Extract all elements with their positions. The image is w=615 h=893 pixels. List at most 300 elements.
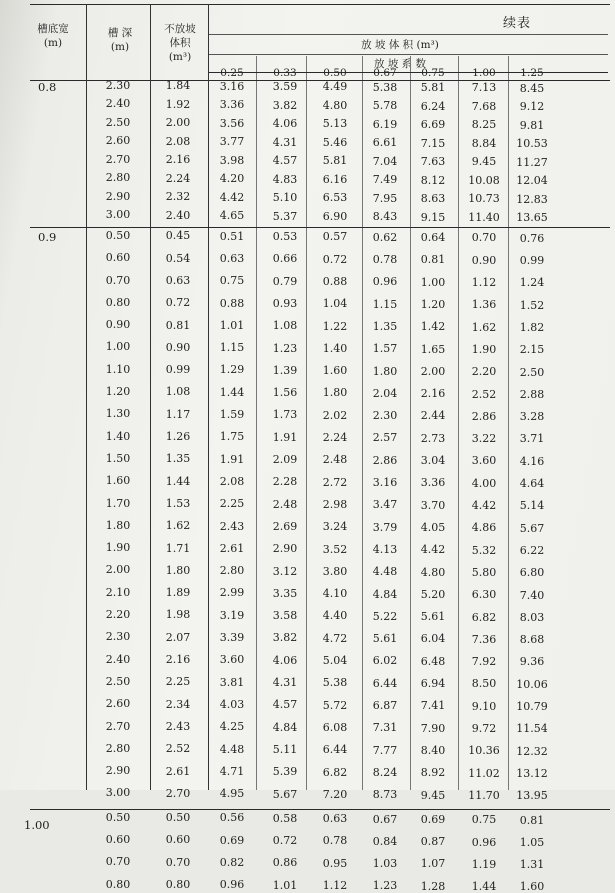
no-slope-volume-cell: 0.70 — [165, 855, 191, 869]
no-slope-volume-cell: 2.32 — [165, 190, 191, 204]
slope-volume-cell: 2.43 — [219, 519, 245, 533]
slope-volume-cell: 7.31 — [372, 721, 398, 735]
no-slope-volume-cell: 0.54 — [165, 251, 191, 265]
slope-volume-cell: 4.06 — [272, 117, 298, 130]
slope-volume-cell: 12.32 — [516, 744, 548, 758]
slope-volume-cell: 7.63 — [420, 155, 446, 169]
depth-cell: 0.80 — [105, 877, 131, 891]
slope-volume-cell: 4.48 — [219, 742, 245, 756]
slope-volume-cell: 0.72 — [272, 834, 298, 848]
slope-volume-cell: 6.53 — [322, 191, 348, 205]
depth-cell: 2.50 — [105, 674, 131, 688]
depth-cell: 1.70 — [105, 496, 131, 510]
slope-volume-cell: 0.96 — [219, 878, 245, 892]
slope-volume-cell: 3.19 — [219, 608, 245, 622]
slope-volume-cell: 0.75 — [219, 274, 245, 288]
group-divider — [30, 809, 610, 810]
no-slope-volume-cell: 2.40 — [165, 208, 191, 222]
slope-volume-cell: 3.39 — [219, 631, 245, 645]
slope-volume-cell: 3.82 — [272, 631, 298, 645]
depth-cell: 0.60 — [105, 833, 131, 847]
group-width-label: 0.9 — [38, 230, 57, 244]
slope-volume-cell: 10.79 — [516, 700, 548, 714]
slope-volume-cell: 8.43 — [372, 210, 398, 224]
slope-volume-cell: 4.64 — [519, 477, 545, 491]
slope-volume-cell: 8.12 — [420, 173, 446, 187]
slope-volume-cell: 2.73 — [420, 431, 446, 445]
slope-volume-cell: 5.67 — [272, 787, 298, 801]
header-divider-upper — [208, 34, 608, 35]
slope-volume-cell: 4.80 — [322, 98, 348, 112]
depth-cell: 2.80 — [105, 741, 131, 755]
slope-volume-cell: 9.10 — [471, 699, 497, 713]
slope-volume-cell: 4.25 — [219, 720, 245, 734]
slope-volume-cell: 8.92 — [420, 766, 446, 780]
slope-volume-cell: 10.53 — [516, 137, 548, 151]
slope-volume-cell: 1.19 — [471, 857, 497, 871]
slope-volume-cell: 7.40 — [519, 588, 545, 602]
slope-volume-cell: 4.42 — [420, 543, 446, 557]
slope-volume-cell: 0.67 — [372, 812, 398, 826]
header-width-line1: 槽底宽 — [37, 23, 69, 35]
slope-volume-cell: 6.82 — [322, 765, 348, 779]
slope-volume-cell: 2.02 — [322, 408, 348, 422]
table-top-border — [30, 4, 610, 5]
slope-volume-cell: 1.57 — [372, 342, 398, 356]
slope-volume-cell: 5.11 — [272, 742, 298, 756]
depth-cell: 1.30 — [105, 407, 131, 421]
slope-volume-cell: 1.90 — [471, 342, 497, 356]
slope-volume-cell: 0.78 — [322, 834, 348, 848]
slope-volume-cell: 8.40 — [420, 743, 446, 757]
depth-cell: 2.30 — [105, 78, 131, 92]
no-slope-volume-cell: 0.72 — [165, 296, 191, 310]
slope-volume-cell: 9.15 — [420, 210, 446, 224]
slope-volume-cell: 1.24 — [519, 276, 545, 290]
slope-volume-cell: 8.73 — [372, 788, 398, 802]
slope-volume-cell: 8.63 — [420, 192, 446, 206]
no-slope-volume-cell: 2.61 — [165, 764, 191, 778]
slope-volume-cell: 1.15 — [219, 341, 245, 355]
slope-volume-cell: 0.90 — [471, 253, 497, 267]
no-slope-volume-cell: 2.16 — [165, 153, 191, 167]
slope-volume-cell: 4.00 — [471, 476, 497, 490]
slope-volume-cell: 1.56 — [272, 386, 298, 400]
slope-volume-cell: 4.40 — [322, 609, 348, 623]
slope-volume-cell: 3.60 — [219, 653, 245, 667]
slope-volume-cell: 6.87 — [372, 699, 398, 712]
slope-volume-cell: 4.10 — [322, 587, 348, 601]
slope-volume-cell: 1.01 — [219, 318, 245, 332]
slope-volume-cell: 1.52 — [519, 298, 545, 312]
slope-volume-cell: 9.45 — [420, 788, 446, 802]
slope-volume-cell: 3.36 — [219, 98, 245, 112]
slope-volume-cell: 2.48 — [322, 453, 348, 467]
slope-volume-cell: 6.08 — [322, 720, 348, 734]
slope-volume-cell: 4.80 — [420, 565, 446, 579]
coefficient-1.00: 1.00 — [472, 67, 496, 79]
header-slope-coefficient: 放 坡 系 数 — [373, 58, 426, 70]
depth-cell: 2.40 — [105, 97, 131, 111]
slope-volume-cell: 11.27 — [516, 155, 548, 169]
slope-volume-cell: 0.53 — [272, 230, 298, 243]
coefficient-0.75: 0.75 — [421, 67, 445, 79]
no-slope-volume-cell: 1.84 — [165, 79, 191, 93]
slope-volume-cell: 2.80 — [219, 564, 245, 578]
depth-cell: 1.50 — [105, 451, 131, 465]
slope-volume-cell: 5.46 — [322, 135, 348, 149]
slope-volume-cell: 7.95 — [372, 191, 398, 205]
slope-volume-cell: 5.61 — [420, 610, 446, 624]
no-slope-volume-cell: 0.99 — [165, 363, 191, 377]
slope-volume-cell: 5.38 — [322, 676, 348, 690]
header-depth-line2: (m) — [110, 41, 130, 53]
no-slope-volume-cell: 2.34 — [165, 697, 191, 711]
depth-cell: 2.90 — [105, 189, 131, 203]
slope-volume-cell: 11.02 — [468, 766, 500, 780]
no-slope-volume-cell: 2.52 — [165, 742, 191, 756]
depth-cell: 2.70 — [105, 719, 131, 733]
header-no-slope-line3: (m³) — [168, 51, 192, 63]
slope-volume-cell: 8.03 — [519, 610, 545, 624]
slope-volume-cell: 4.20 — [219, 172, 245, 186]
slope-volume-cell: 3.16 — [219, 79, 245, 93]
depth-cell: 2.60 — [105, 134, 131, 148]
no-slope-volume-cell: 0.60 — [165, 833, 191, 847]
slope-volume-cell: 9.72 — [471, 722, 497, 735]
slope-volume-cell: 4.83 — [272, 172, 298, 186]
slope-volume-cell: 4.31 — [272, 135, 298, 149]
slope-volume-cell: 7.41 — [420, 699, 446, 713]
slope-volume-cell: 5.10 — [272, 191, 298, 204]
no-slope-volume-cell: 1.80 — [165, 563, 191, 577]
slope-volume-cell: 4.16 — [519, 454, 545, 468]
slope-volume-cell: 2.25 — [219, 497, 245, 511]
slope-volume-cell: 5.67 — [519, 521, 545, 535]
no-slope-volume-cell: 1.08 — [165, 385, 191, 399]
slope-volume-cell: 13.65 — [516, 211, 548, 225]
coefficient-0.25: 0.25 — [220, 67, 244, 79]
depth-cell: 2.60 — [105, 697, 131, 711]
no-slope-volume-cell: 2.43 — [165, 719, 191, 733]
slope-volume-cell: 6.19 — [372, 117, 398, 131]
slope-volume-cell: 1.42 — [420, 320, 446, 334]
slope-volume-cell: 1.20 — [420, 297, 446, 311]
slope-volume-cell: 2.50 — [519, 365, 545, 379]
no-slope-volume-cell: 1.35 — [165, 452, 191, 466]
depth-cell: 2.50 — [105, 115, 131, 129]
slope-volume-cell: 11.70 — [468, 788, 500, 802]
no-slope-volume-cell: 1.98 — [165, 608, 191, 622]
slope-volume-cell: 1.03 — [372, 857, 398, 871]
slope-volume-cell: 2.72 — [322, 475, 348, 489]
slope-volume-cell: 6.02 — [372, 654, 398, 668]
col-divider-width — [86, 4, 87, 790]
slope-volume-cell: 7.13 — [471, 81, 497, 95]
header-no-slope-line1: 不放坡 — [164, 23, 196, 35]
slope-volume-cell: 6.94 — [420, 677, 446, 691]
slope-volume-cell: 2.69 — [272, 519, 298, 533]
slope-volume-cell: 6.22 — [519, 543, 545, 557]
slope-volume-cell: 5.81 — [322, 154, 348, 168]
depth-cell: 3.00 — [105, 786, 131, 800]
header-no-slope-line2: 体积 — [169, 37, 191, 49]
slope-volume-cell: 2.86 — [471, 409, 497, 423]
slope-volume-cell: 11.40 — [468, 210, 500, 224]
slope-volume-cell: 0.62 — [372, 230, 398, 244]
slope-volume-cell: 8.25 — [471, 118, 497, 132]
slope-volume-cell: 0.86 — [272, 856, 298, 870]
slope-volume-cell: 2.90 — [272, 542, 298, 556]
no-slope-volume-cell: 2.16 — [165, 653, 191, 666]
no-slope-volume-cell: 0.90 — [165, 340, 191, 354]
slope-volume-cell: 0.87 — [420, 835, 446, 849]
slope-volume-cell: 11.54 — [516, 722, 548, 736]
slope-volume-cell: 2.44 — [420, 409, 446, 423]
slope-volume-cell: 3.24 — [322, 520, 348, 534]
slope-volume-cell: 7.04 — [372, 154, 398, 168]
no-slope-volume-cell: 2.24 — [165, 171, 191, 185]
slope-volume-cell: 0.81 — [420, 253, 446, 267]
slope-volume-cell: 4.05 — [420, 520, 446, 534]
slope-volume-cell: 5.80 — [471, 565, 497, 579]
header-width-line2: (m) — [43, 37, 63, 49]
slope-volume-cell: 7.15 — [420, 136, 446, 150]
slope-volume-cell: 4.06 — [272, 653, 298, 667]
slope-volume-cell: 2.00 — [420, 364, 446, 378]
slope-volume-cell: 8.45 — [519, 81, 545, 95]
slope-volume-cell: 0.82 — [219, 856, 245, 870]
slope-volume-cell: 8.84 — [471, 136, 497, 150]
slope-volume-cell: 4.48 — [372, 565, 398, 579]
no-slope-volume-cell: 1.92 — [165, 97, 191, 111]
slope-volume-cell: 7.49 — [372, 173, 398, 187]
slope-volume-cell: 4.86 — [471, 521, 497, 535]
no-slope-volume-cell: 0.80 — [165, 878, 191, 891]
slope-volume-cell: 5.37 — [272, 209, 298, 223]
slope-volume-cell: 0.81 — [519, 813, 545, 827]
coefficient-0.33: 0.33 — [273, 67, 297, 79]
depth-cell: 1.60 — [105, 474, 131, 488]
slope-volume-cell: 4.95 — [219, 787, 245, 801]
no-slope-volume-cell: 1.62 — [165, 519, 191, 533]
slope-volume-cell: 0.66 — [272, 252, 298, 266]
depth-cell: 0.50 — [105, 228, 131, 242]
slope-volume-cell: 1.07 — [420, 857, 446, 871]
slope-volume-cell: 3.79 — [372, 520, 398, 534]
slope-volume-cell: 1.23 — [372, 879, 398, 893]
slope-volume-cell: 2.28 — [272, 475, 298, 489]
slope-volume-cell: 13.12 — [516, 766, 548, 780]
slope-volume-cell: 0.96 — [471, 835, 497, 849]
no-slope-volume-cell: 0.45 — [165, 229, 191, 243]
no-slope-volume-cell: 0.81 — [165, 318, 191, 332]
depth-cell: 2.20 — [105, 608, 131, 622]
no-slope-volume-cell: 1.53 — [165, 496, 191, 510]
slope-volume-cell: 6.82 — [471, 610, 497, 624]
slope-volume-cell: 6.44 — [372, 676, 398, 690]
coefficient-0.50: 0.50 — [323, 67, 347, 79]
depth-cell: 2.30 — [105, 630, 131, 644]
continued-label: 续表 — [502, 16, 531, 31]
slope-volume-cell: 5.72 — [322, 698, 348, 712]
slope-volume-cell: 1.39 — [272, 363, 298, 377]
depth-cell: 1.10 — [105, 362, 131, 376]
slope-volume-cell: 3.60 — [471, 454, 497, 468]
slope-volume-cell: 3.47 — [372, 498, 398, 512]
slope-volume-cell: 1.60 — [519, 880, 545, 893]
header-divider-lower — [208, 72, 608, 73]
depth-cell: 1.40 — [105, 429, 131, 443]
slope-volume-cell: 0.70 — [471, 231, 497, 245]
slope-volume-cell: 3.98 — [219, 153, 245, 167]
slope-volume-cell: 3.80 — [322, 564, 348, 578]
depth-cell: 2.90 — [105, 764, 131, 778]
slope-volume-cell: 10.06 — [516, 677, 548, 691]
slope-volume-cell: 0.63 — [322, 812, 348, 826]
slope-volume-cell: 2.24 — [322, 431, 348, 445]
slope-volume-cell: 3.58 — [272, 609, 298, 623]
slope-volume-cell: 1.29 — [219, 363, 245, 377]
slope-volume-cell: 3.77 — [219, 135, 245, 149]
slope-volume-cell: 0.88 — [322, 274, 348, 288]
slope-volume-cell: 5.61 — [372, 632, 398, 646]
slope-volume-cell: 2.08 — [219, 474, 245, 488]
slope-volume-cell: 4.42 — [471, 499, 497, 512]
slope-volume-cell: 0.72 — [322, 252, 348, 266]
depth-cell: 0.90 — [105, 318, 131, 332]
slope-volume-cell: 0.76 — [519, 231, 545, 245]
slope-volume-cell: 9.12 — [519, 100, 545, 114]
slope-volume-cell: 1.62 — [471, 320, 497, 334]
slope-volume-cell: 6.30 — [471, 588, 497, 602]
slope-volume-cell: 1.91 — [219, 452, 245, 466]
depth-cell: 3.00 — [105, 208, 131, 222]
slope-volume-cell: 8.68 — [519, 633, 545, 647]
slope-volume-cell: 0.58 — [272, 811, 298, 825]
depth-cell: 2.00 — [105, 563, 131, 577]
slope-volume-cell: 3.56 — [219, 116, 245, 130]
slope-volume-cell: 1.15 — [372, 297, 398, 311]
slope-volume-cell: 9.81 — [519, 118, 545, 132]
slope-volume-cell: 6.69 — [420, 118, 446, 132]
slope-volume-cell: 5.32 — [471, 543, 497, 557]
slope-volume-cell: 1.60 — [322, 364, 348, 378]
slope-volume-cell: 1.22 — [322, 319, 348, 333]
slope-volume-cell: 6.04 — [420, 632, 446, 646]
slope-volume-cell: 4.65 — [219, 209, 245, 223]
slope-volume-cell: 0.64 — [420, 231, 446, 245]
slope-volume-cell: 0.99 — [519, 254, 545, 268]
no-slope-volume-cell: 1.71 — [165, 541, 191, 555]
slope-volume-cell: 6.80 — [519, 566, 545, 580]
slope-volume-cell: 4.57 — [272, 698, 298, 712]
depth-cell: 1.90 — [105, 541, 131, 555]
slope-volume-cell: 0.57 — [322, 230, 348, 244]
slope-volume-cell: 4.72 — [322, 631, 348, 645]
no-slope-volume-cell: 2.08 — [165, 134, 191, 148]
slope-volume-cell: 0.84 — [372, 834, 398, 848]
slope-volume-cell: 1.44 — [219, 385, 245, 399]
slope-volume-cell: 1.59 — [219, 408, 245, 422]
slope-volume-cell: 1.65 — [420, 342, 446, 356]
slope-volume-cell: 3.22 — [471, 432, 497, 446]
slope-volume-cell: 6.16 — [322, 172, 348, 186]
slope-volume-cell: 0.93 — [272, 296, 298, 310]
slope-volume-cell: 5.20 — [420, 587, 446, 601]
slope-volume-cell: 2.20 — [471, 365, 497, 379]
slope-volume-cell: 2.86 — [372, 453, 398, 467]
slope-volume-cell: 13.95 — [516, 789, 548, 803]
slope-volume-cell: 1.36 — [471, 298, 497, 312]
coefficient-1.25: 1.25 — [520, 67, 544, 79]
slope-volume-cell: 2.16 — [420, 387, 446, 401]
slope-volume-cell: 5.39 — [272, 765, 298, 779]
slope-volume-cell: 3.82 — [272, 98, 298, 112]
slope-volume-cell: 4.42 — [219, 190, 245, 204]
slope-volume-cell: 8.50 — [471, 677, 497, 691]
no-slope-volume-cell: 2.00 — [165, 116, 191, 130]
depth-cell: 1.20 — [105, 385, 131, 399]
slope-volume-cell: 4.57 — [272, 154, 298, 167]
header-divider-middle — [208, 54, 608, 55]
slope-volume-cell: 2.30 — [372, 409, 398, 423]
slope-volume-cell: 0.78 — [372, 253, 398, 266]
slope-volume-cell: 0.79 — [272, 274, 298, 288]
depth-cell: 2.10 — [105, 585, 131, 599]
slope-volume-cell: 0.69 — [420, 812, 446, 826]
slope-volume-cell: 5.13 — [322, 117, 348, 131]
slope-volume-cell: 0.69 — [219, 833, 245, 847]
slope-volume-cell: 7.36 — [471, 632, 497, 646]
slope-volume-cell: 7.68 — [471, 99, 497, 113]
slope-volume-cell: 4.84 — [272, 720, 298, 734]
slope-volume-cell: 1.40 — [322, 341, 348, 355]
no-slope-volume-cell: 2.07 — [165, 630, 191, 644]
group-divider — [30, 227, 610, 228]
slope-volume-cell: 0.51 — [219, 229, 245, 243]
depth-cell: 0.60 — [105, 251, 131, 265]
depth-cell: 0.80 — [105, 295, 131, 309]
slope-volume-cell: 9.45 — [471, 155, 497, 169]
no-slope-volume-cell: 2.25 — [165, 675, 191, 689]
slope-volume-cell: 2.98 — [322, 497, 348, 511]
depth-cell: 1.00 — [105, 340, 131, 354]
slope-volume-cell: 0.75 — [471, 813, 497, 827]
depth-cell: 1.80 — [105, 518, 131, 532]
slope-volume-cell: 6.90 — [322, 209, 348, 223]
no-slope-volume-cell: 0.50 — [165, 811, 191, 825]
slope-volume-cell: 2.15 — [519, 343, 545, 357]
slope-volume-cell: 9.36 — [519, 655, 545, 669]
header-depth — [92, 26, 148, 54]
depth-cell: 2.40 — [105, 652, 131, 666]
slope-volume-cell: 3.52 — [322, 542, 348, 556]
slope-volume-cell: 4.84 — [372, 587, 398, 601]
slope-volume-cell: 1.80 — [372, 364, 398, 378]
slope-volume-cell: 5.04 — [322, 654, 348, 668]
slope-volume-cell: 0.95 — [322, 856, 348, 870]
slope-volume-cell: 4.13 — [372, 542, 398, 556]
slope-volume-cell: 5.81 — [420, 81, 446, 95]
slope-volume-cell: 12.83 — [516, 192, 548, 206]
slope-volume-cell: 6.48 — [420, 654, 446, 668]
slope-volume-cell: 1.35 — [372, 319, 398, 333]
slope-volume-cell: 3.16 — [372, 476, 398, 489]
no-slope-volume-cell: 1.44 — [165, 474, 191, 488]
slope-volume-cell: 2.48 — [272, 497, 298, 511]
slope-volume-cell: 5.22 — [372, 609, 398, 623]
